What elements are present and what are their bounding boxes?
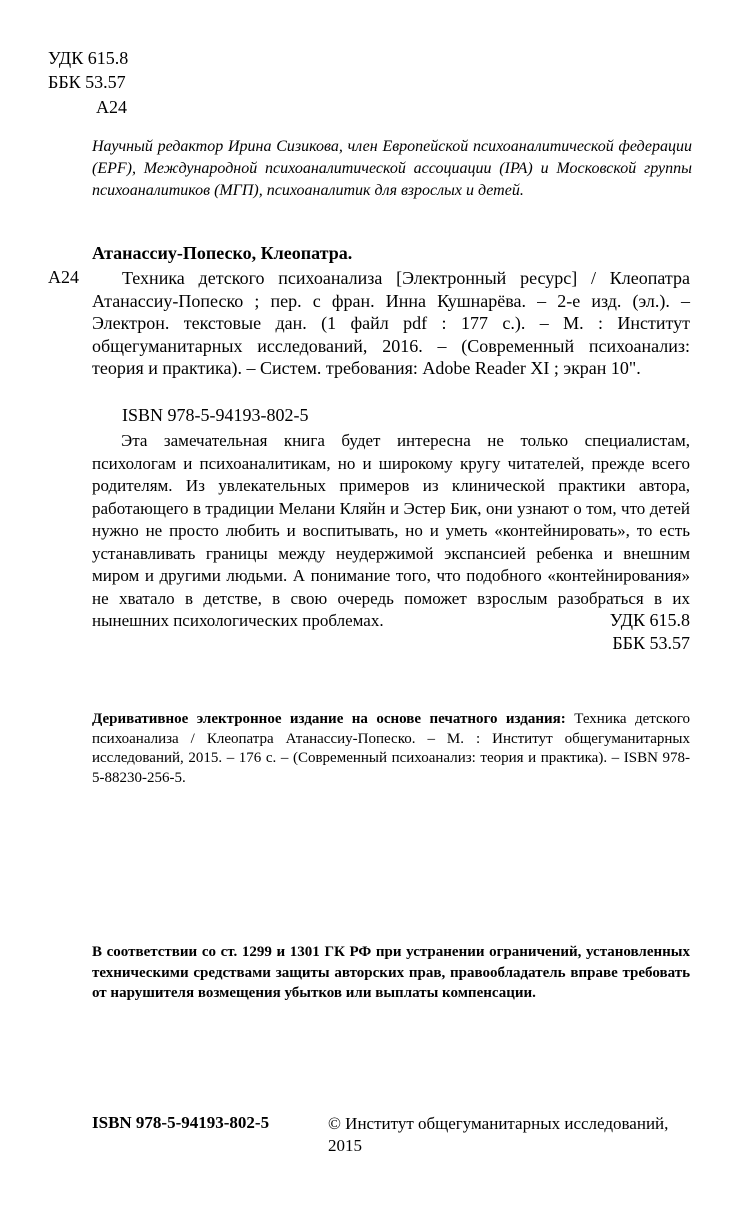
editor-note: [92, 136, 692, 202]
record-description: [92, 267, 690, 380]
copyright-law-notice-text: В соответствии со ст. 1299 и 1301 ГК РФ при устранении ограничений, установленных техническими средствами защиты авторских прав, правообладатель вправе требовать от нарушителя возмещения убытков или выплаты компенсации.: [92, 944, 690, 1001]
annotation: [92, 430, 690, 633]
copyright-law-notice: [92, 942, 690, 1004]
record-description-text: Техника детского психоанализа [Электронный ресурс] / Клеопатра Атанассиу-Попеско ; пер. с фран. Инна Кушнарёва. – 2-е изд. (эл.). – Электрон. текстовые дан. (1 файл pdf : 177 с.). – М. : Институт общегуманитарных исследований, 2016. – (Современный психоанализ: теория и практика). – Систем. требования: Adobe Reader XI ; экран 10".: [92, 268, 690, 378]
author-sign: А24: [96, 97, 127, 117]
record-bbk-code: ББК 53.57: [612, 633, 690, 653]
record-author-sign: А24: [48, 267, 79, 287]
footer-copyright-text: © Институт общегуманитарных исследований, 2015: [328, 1114, 669, 1155]
record-udk-code: УДК 615.8: [609, 610, 690, 630]
record-isbn: ISBN 978-5-94193-802-5: [122, 405, 309, 425]
udk-code: УДК 615.8: [48, 48, 129, 68]
bbk-code: ББК 53.57: [48, 72, 126, 92]
editor-note-text: Научный редактор Ирина Сизикова, член Европейской психоаналитической федерации (EPF), Международной психоаналитической ассоциации (IPA) и Московской группы психоаналитиков (МГП), психоаналитик для взрослых и детей.: [92, 138, 692, 199]
footer-isbn: ISBN 978-5-94193-802-5: [92, 1113, 270, 1132]
author-heading: Атанассиу-Попеско, Клеопатра.: [92, 243, 353, 263]
annotation-text: Эта замечательная книга будет интересна не только специалистам, психологам и психоаналитикам, но и широкому кругу читателей, прежде всего родителям. Из увлекательных примеров из клинической практики автора, работающего в традиции Мелани Кляйн и Эстер Бик, они узнают о том, что детей нужно не просто любить и воспитывать, но и уметь «контейнировать», то есть устанавливать границы между неудержимой экспансией ребенка и внешним миром и другими людьми. А понимание того, что подобного «контейнирования» не хватало в детстве, в свою очередь поможет взрослым разобраться в их нынешних психологических проблемах.: [92, 431, 690, 630]
derivative-note: [92, 710, 690, 788]
derivative-note-label: Деривативное электронное издание на основе печатного издания:: [92, 711, 566, 727]
footer-copyright: [328, 1113, 693, 1157]
derivative-note-text: Техника детского психоанализа / Клеопатра Атанассиу-Попеско. – М. : Институт общегуманитарных исследований, 2015. – 176 с. – (Современный психоанализ: теория и практика). – ISBN 978-5-88230-256-5.: [92, 711, 690, 786]
